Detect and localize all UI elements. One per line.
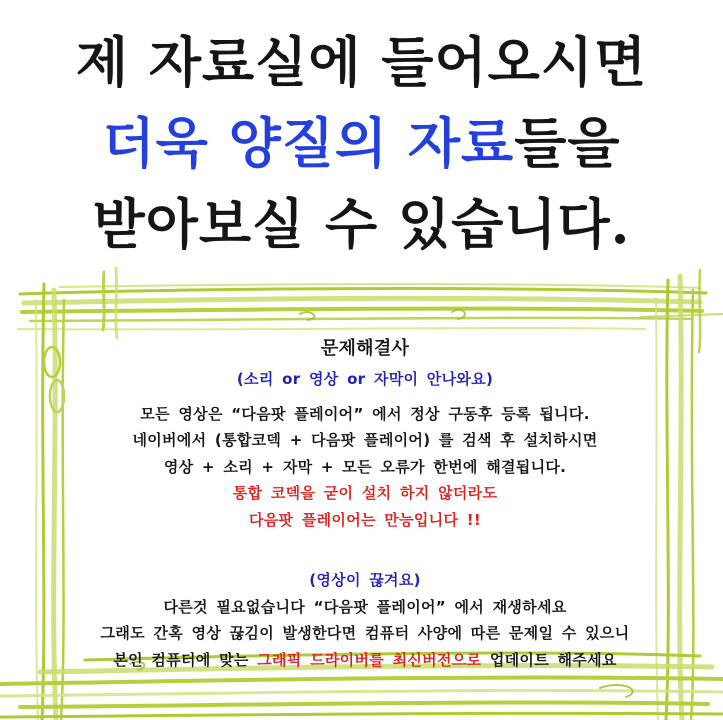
final-line-pre: 본인 컴퓨터에 맞는 [113, 650, 258, 669]
final-line-emphasis: 그래픽 드라이버를 최신버전으로 [257, 650, 482, 669]
section-spacer [60, 533, 670, 567]
final-line-post: 업데이트 해주세요 [481, 650, 617, 669]
notice-subtitle: (소리 or 영상 or 자막이 안나와요) [236, 370, 494, 388]
notice-line: 네이버에서 (통합코덱 + 다음팟 플레이어) 를 검색 후 설치하시면 [132, 431, 598, 449]
notice-line: 영상 + 소리 + 자막 + 모든 오류가 한번에 해결됩니다. [163, 457, 567, 476]
promo-line-1 [0, 22, 723, 103]
promo-line-3 [0, 184, 723, 265]
promo-line-2 [0, 103, 723, 184]
notice-emphasis-line: 통합 코덱을 굳이 설치 하지 않더라도 [232, 484, 498, 502]
promo-line-2-rest: 들을 [514, 111, 621, 175]
notice-line: 모든 영상은 “다음팟 플레이어” 에서 정상 구동후 등록 됩니다. [140, 404, 590, 423]
promo-line-1-text: 제 자료실에 들어오시면 [75, 30, 648, 94]
notice-line: 그래도 간혹 영상 끊김이 발생한다면 컴퓨터 사양에 따른 문제일 수 있으니 [100, 624, 630, 642]
notice-emphasis-line: 다음팟 플레이어는 만능입니다 !! [248, 510, 482, 529]
promo-line-3-text: 받아보실 수 있습니다. [92, 192, 631, 256]
notice-line: 다른것 필요없습니다 “다음팟 플레이어” 에서 재생하세요 [163, 597, 567, 616]
notice-box [60, 338, 670, 673]
notice-final-line [60, 647, 670, 674]
notice-section2-heading: (영상이 끊겨요) [309, 571, 421, 589]
promo-header [0, 22, 723, 265]
notice-title: 문제해결사 [320, 338, 410, 359]
promo-line-2-highlight: 더욱 양질의 자료 [102, 111, 515, 175]
